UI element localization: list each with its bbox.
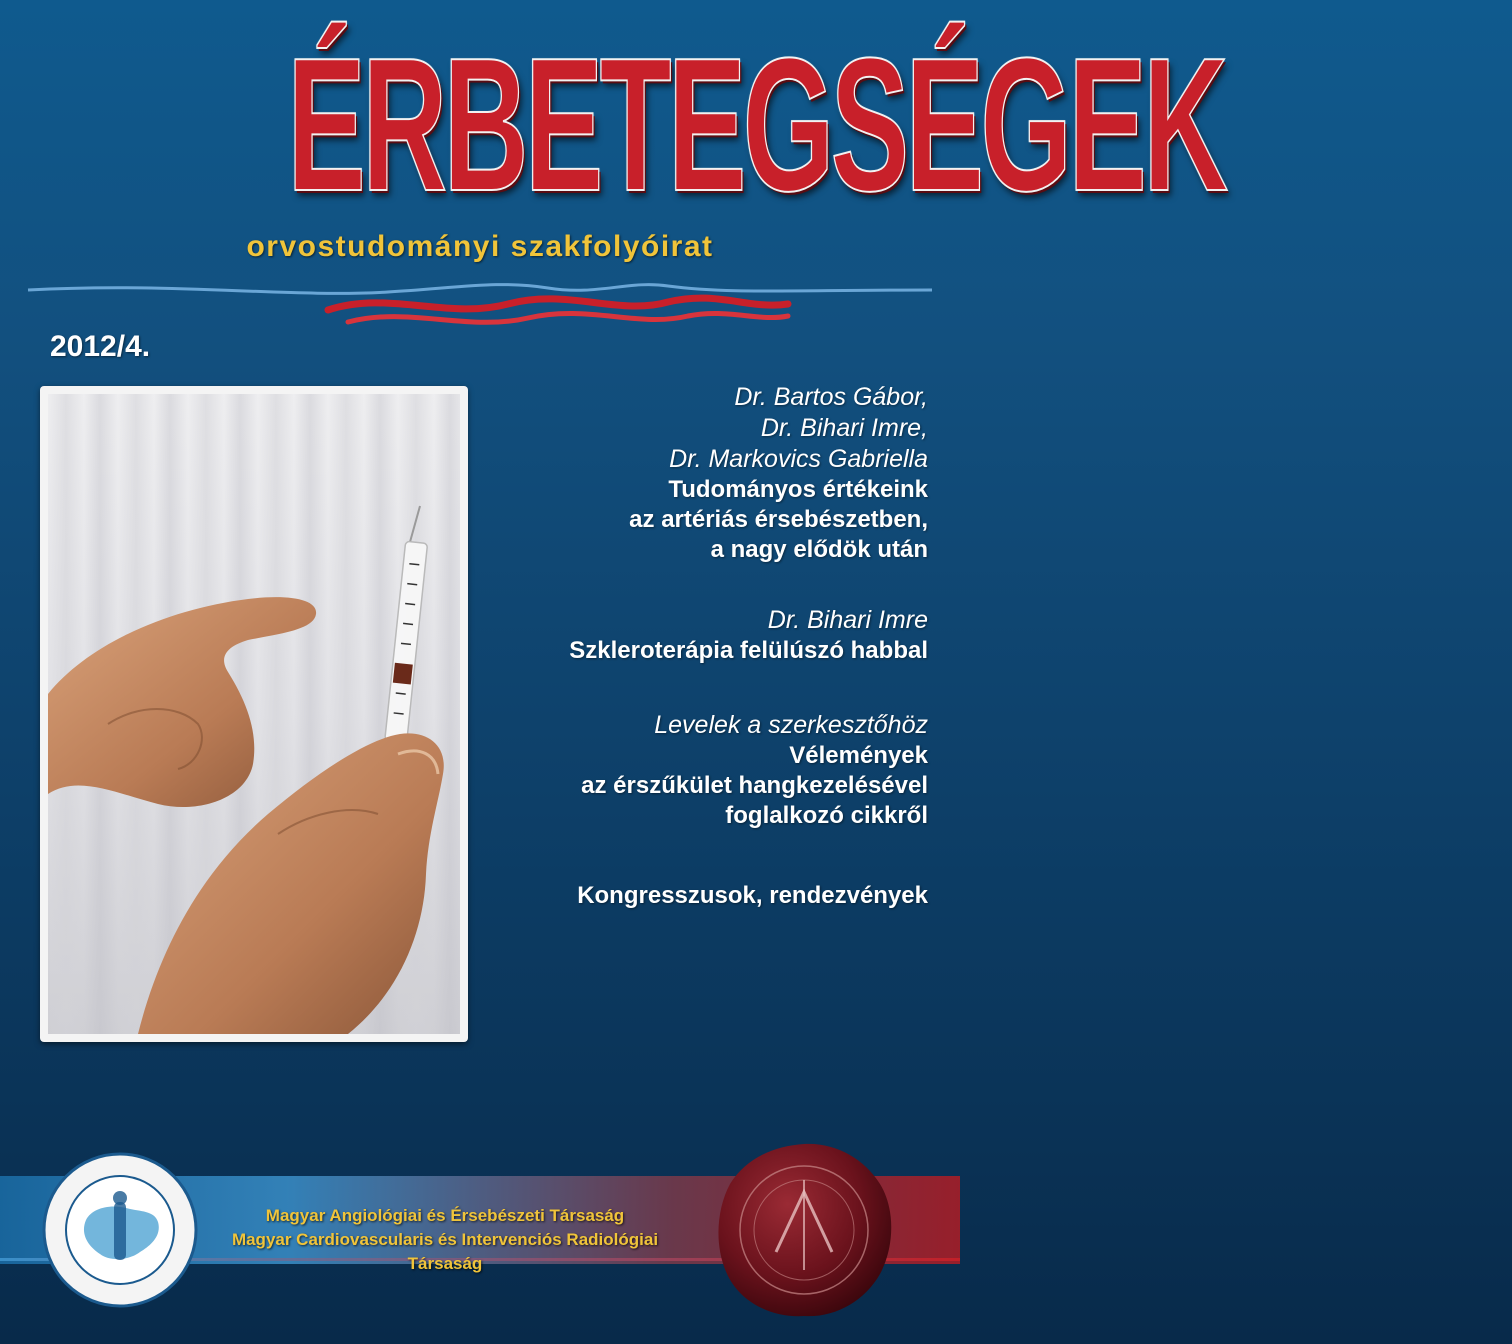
wax-seal-met-icon bbox=[714, 1140, 894, 1320]
toc-title: az érszűkület hangkezelésével bbox=[581, 772, 928, 799]
wave-ribbon-icon bbox=[28, 270, 932, 340]
toc-author: Dr. Bartos Gábor, bbox=[734, 383, 928, 411]
table-of-contents bbox=[488, 382, 928, 911]
syringe-illustration-icon bbox=[48, 394, 460, 1034]
toc-entry bbox=[488, 881, 928, 911]
macirt-seal-icon bbox=[40, 1150, 200, 1310]
masthead bbox=[0, 19, 1225, 231]
toc-title: Tudományos értékeink bbox=[668, 476, 928, 503]
toc-author: Dr. Bihari Imre, bbox=[760, 414, 928, 442]
toc-section: Levelek a szerkesztőhöz bbox=[654, 711, 928, 739]
toc-title: foglalkozó cikkről bbox=[725, 802, 928, 829]
toc-entry bbox=[488, 605, 928, 666]
issue-number: 2012/4. bbox=[50, 330, 151, 363]
syringe-hands-photo bbox=[48, 394, 460, 1034]
journal-subtitle: orvostudományi szakfolyóirat bbox=[246, 230, 714, 263]
toc-title: Vélemények bbox=[789, 742, 928, 769]
toc-title: az artériás érsebészetben, bbox=[629, 506, 928, 533]
toc-entry bbox=[488, 382, 928, 565]
society-names bbox=[200, 1204, 690, 1276]
cover-photo bbox=[40, 386, 468, 1042]
toc-author: Dr. Bihari Imre bbox=[767, 606, 928, 634]
toc-title: Kongresszusok, rendezvények bbox=[577, 882, 928, 909]
journal-title: ÉRBETEGSÉGEK bbox=[287, 19, 1225, 231]
society-name: Magyar Cardiovascularis és Intervenciós Radiológiai Társaság bbox=[231, 1230, 659, 1273]
toc-author: Dr. Markovics Gabriella bbox=[669, 445, 928, 473]
toc-entry bbox=[488, 710, 928, 831]
society-name: Magyar Angiológiai és Érsebészeti Társaság bbox=[265, 1206, 625, 1225]
toc-title: Szkleroterápia felülúszó habbal bbox=[569, 637, 928, 664]
toc-title: a nagy elődök után bbox=[710, 536, 928, 563]
